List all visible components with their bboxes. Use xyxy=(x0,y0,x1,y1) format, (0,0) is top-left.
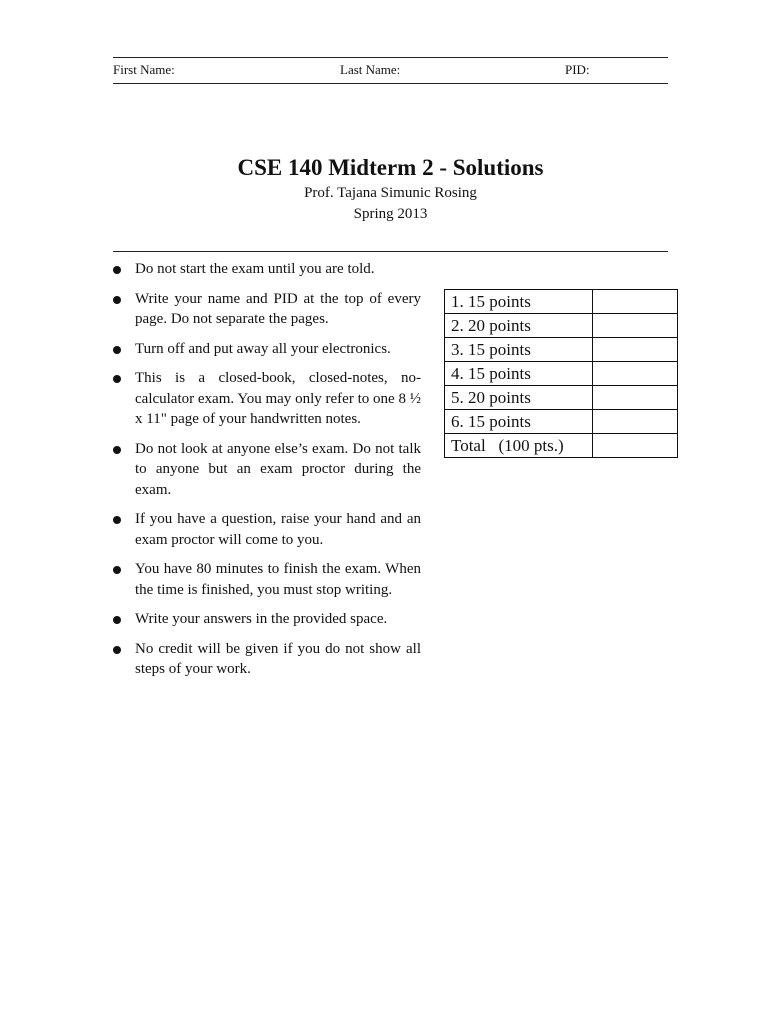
first-name-label: First Name: xyxy=(113,62,175,77)
score-table xyxy=(444,289,678,458)
score-row-label: 3. 15 points xyxy=(445,338,593,362)
score-total-row xyxy=(445,434,678,458)
rule-item xyxy=(113,609,421,630)
pid-label: PID: xyxy=(565,62,590,77)
rule-item xyxy=(113,259,421,280)
bullet-icon xyxy=(113,516,121,524)
score-cell xyxy=(593,314,678,338)
score-row-label: 1. 15 points xyxy=(445,290,593,314)
score-row xyxy=(445,386,678,410)
score-row xyxy=(445,290,678,314)
score-row xyxy=(445,338,678,362)
score-row xyxy=(445,362,678,386)
rule-text: No credit will be given if you do not show all steps of your work. xyxy=(135,640,421,677)
bullet-icon xyxy=(113,375,121,383)
rule-item xyxy=(113,439,421,501)
title-block xyxy=(113,153,668,225)
score-row-label: 2. 20 points xyxy=(445,314,593,338)
score-total-cell xyxy=(593,434,678,458)
bullet-icon xyxy=(113,296,121,304)
rule-text: Do not start the exam until you are told. xyxy=(135,261,375,277)
top-rule xyxy=(113,57,668,58)
rule-item xyxy=(113,289,421,330)
bullet-icon xyxy=(113,266,121,274)
rule-item xyxy=(113,339,421,360)
bullet-icon xyxy=(113,616,121,624)
rule-item xyxy=(113,368,421,430)
score-row-label: 5. 20 points xyxy=(445,386,593,410)
professor-name: Prof. Tajana Simunic Rosing xyxy=(304,185,477,201)
score-cell xyxy=(593,386,678,410)
exam-term: Spring 2013 xyxy=(353,206,428,222)
rule-text: Do not look at anyone else’s exam. Do not talk to anyone but an exam proctor during the exam. xyxy=(135,440,421,498)
score-cell xyxy=(593,290,678,314)
score-cell xyxy=(593,362,678,386)
score-row xyxy=(445,314,678,338)
bullet-icon xyxy=(113,446,121,454)
name-row xyxy=(113,62,668,82)
score-row xyxy=(445,410,678,434)
exam-rules-list xyxy=(113,259,421,689)
rule-text: This is a closed-book, closed-notes, no-calculator exam. You may only refer to one 8 ½ x 11" page of your handwritten notes. xyxy=(135,370,421,427)
bullet-icon xyxy=(113,566,121,574)
bullet-icon xyxy=(113,646,121,654)
rule-text: Write your name and PID at the top of every page. Do not separate the pages. xyxy=(135,290,421,327)
title-rule xyxy=(113,251,668,252)
rule-text: If you have a question, raise your hand and an exam proctor will come to you. xyxy=(135,511,421,548)
score-cell xyxy=(593,410,678,434)
rule-item xyxy=(113,639,421,680)
rule-item xyxy=(113,509,421,550)
rule-item xyxy=(113,559,421,600)
bullet-icon xyxy=(113,346,121,354)
name-row-rule xyxy=(113,83,668,84)
last-name-label: Last Name: xyxy=(340,62,401,77)
rule-text: You have 80 minutes to finish the exam. When the time is finished, you must stop writing. xyxy=(135,561,421,598)
rule-text: Turn off and put away all your electronics. xyxy=(135,340,391,357)
exam-title: CSE 140 Midterm 2 - Solutions xyxy=(237,155,544,180)
score-row-label: 6. 15 points xyxy=(445,410,593,434)
score-total-label: Total (100 pts.) xyxy=(445,434,593,458)
score-row-label: 4. 15 points xyxy=(445,362,593,386)
rule-text: Write your answers in the provided space. xyxy=(135,611,388,627)
score-cell xyxy=(593,338,678,362)
